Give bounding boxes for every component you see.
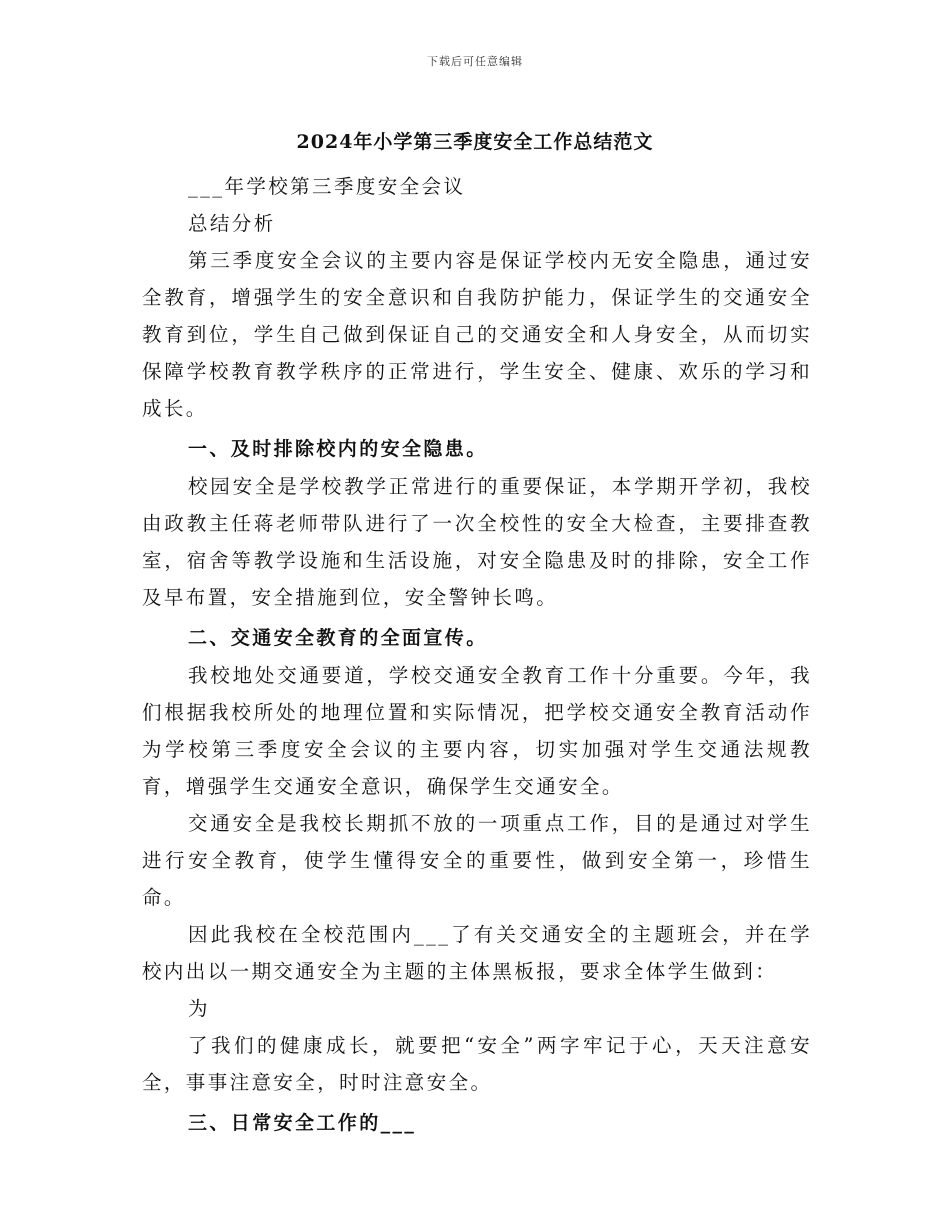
paragraph-traffic-priority: 交通安全是我校长期抓不放的一项重点工作，目的是通过对学生进行安全教育，使学生懂得安全的重要性，做到安全第一，珍惜生命。 <box>142 812 812 909</box>
paragraph-summary-label: 总结分析 <box>188 212 276 235</box>
document-title: 2024年小学第三季度安全工作总结范文 <box>296 131 654 153</box>
paragraph-intro: 第三季度安全会议的主要内容是保证学校内无安全隐患，通过安全教育，增强学生的安全意识和自我防护能力，保证学生的交通安全教育到位，学生自己做到保证自己的交通安全和人身安全，从而切实保障学校教育教学秩序的正常进行，学生安全、健康、欢乐的学习和成长。 <box>142 249 812 420</box>
paragraph-traffic-location: 我校地处交通要道，学校交通安全教育工作十分重要。今年，我们根据我校所处的地理位置和实际情况，把学校交通安全教育活动作为学校第三季度安全会议的主要内容，切实加强对学生交通法规教育，增强学生交通安全意识，确保学生交通安全。 <box>142 664 812 798</box>
paragraph-meeting-line: ___年学校第三季度安全会议 <box>188 175 466 198</box>
paragraph-fragment: 为 <box>188 997 210 1020</box>
section-heading-2: 二、交通安全教育的全面宣传。 <box>188 627 488 649</box>
document-body <box>142 168 812 1142</box>
paragraph-campus-safety: 校园安全是学校教学正常进行的重要保证，本学期开学初，我校由政教主任蒋老师带队进行了一次全校性的安全大检查，主要排查教室，宿舍等教学设施和生活设施，对安全隐患及时的排除，安全工作及早布置，安全措施到位，安全警钟长鸣。 <box>142 475 812 609</box>
section-heading-3: 三、日常安全工作的___ <box>188 1112 417 1134</box>
paragraph-class-meeting: 因此我校在全校范围内___了有关交通安全的主题班会，并在学校内出以一期交通安全为主题的主体黑板报，要求全体学生做到： <box>142 923 812 983</box>
paragraph-remember-safety: 了我们的健康成长，就要把“安全”两字牢记于心，天天注意安全，事事注意安全，时时注意安全。 <box>142 1034 812 1094</box>
section-heading-1: 一、及时排除校内的安全隐患。 <box>188 438 488 460</box>
header-note: 下载后可任意编辑 <box>427 55 523 68</box>
